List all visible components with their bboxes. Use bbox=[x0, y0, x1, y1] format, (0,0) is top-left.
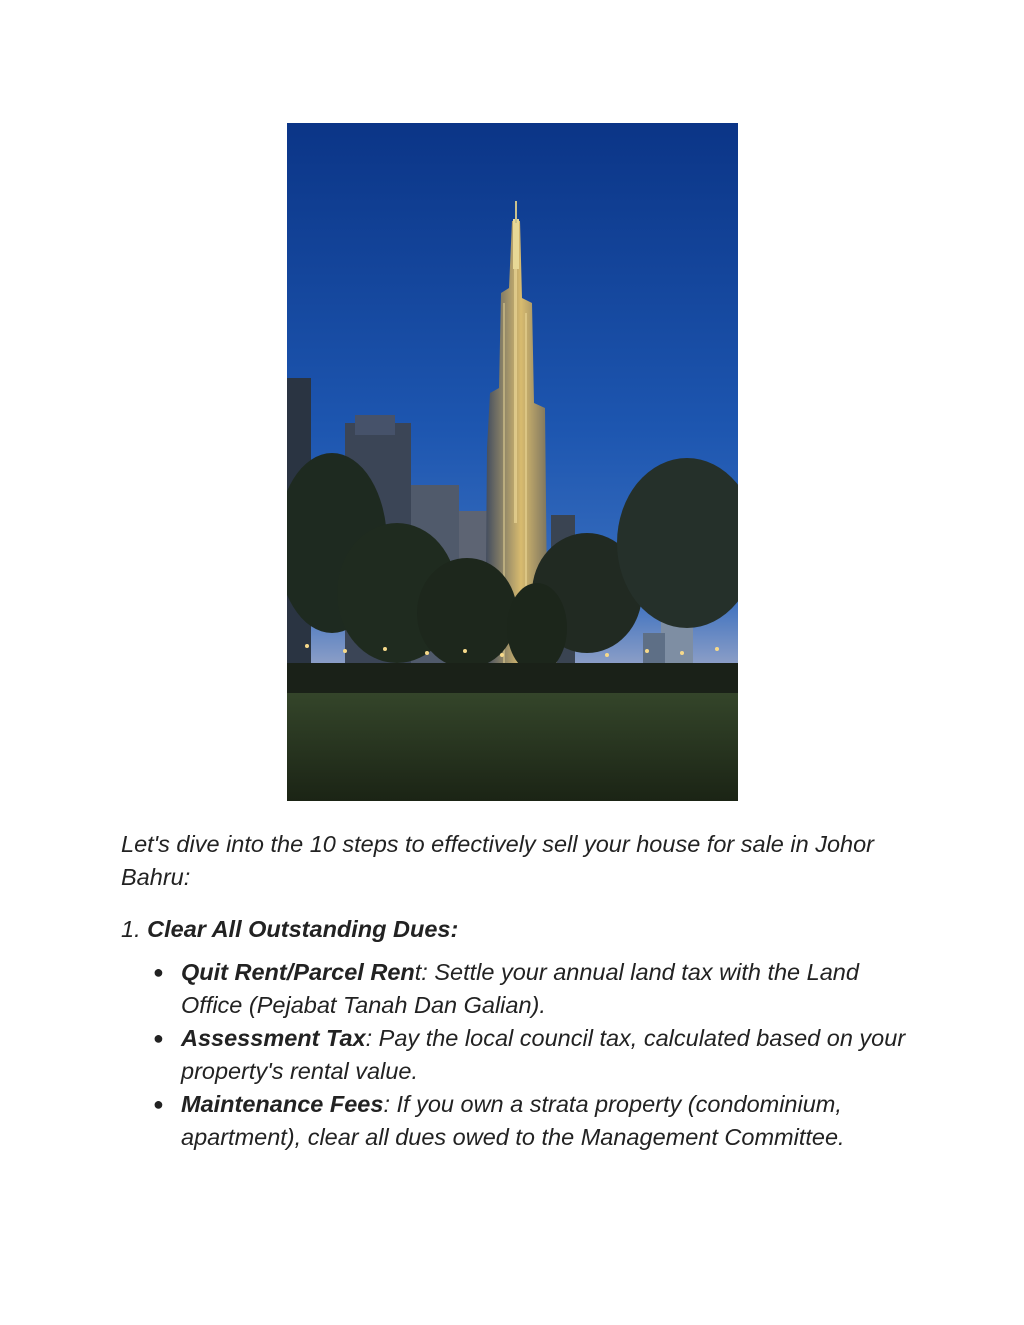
bullet-icon: ● bbox=[153, 1094, 164, 1114]
item-label: Quit Rent/Parcel Ren bbox=[181, 959, 415, 985]
step-heading bbox=[121, 913, 921, 946]
bullet-icon: ● bbox=[153, 962, 164, 982]
item-label: Maintenance Fees bbox=[181, 1091, 384, 1117]
list-item-quit-rent bbox=[121, 956, 921, 1022]
tower-photo bbox=[287, 123, 738, 801]
item-text: : If you own a strata property (condominium, apartment), clear all dues owed to the Management Committee. bbox=[181, 1091, 845, 1150]
item-text: : Settle your annual land tax with the Land Office (Pejabat Tanah Dan Galian). bbox=[181, 959, 859, 1018]
article-text bbox=[121, 828, 921, 1154]
item-label: Assessment Tax bbox=[181, 1025, 366, 1051]
step-title: Clear All Outstanding Dues: bbox=[147, 916, 459, 942]
list-item-assessment-tax bbox=[121, 1022, 921, 1088]
list-item-maintenance-fees bbox=[121, 1088, 921, 1154]
intro-paragraph: Let's dive into the 10 steps to effectively sell your house for sale in Johor Bahru: bbox=[121, 831, 874, 890]
item-label-tail: t bbox=[414, 959, 422, 985]
city-skyline-illustration bbox=[287, 123, 738, 801]
item-text: : Pay the local council tax, calculated based on your property's rental value. bbox=[181, 1025, 906, 1084]
step-number: 1. bbox=[121, 916, 141, 942]
bullet-icon: ● bbox=[153, 1028, 164, 1048]
dues-list bbox=[121, 956, 921, 1154]
